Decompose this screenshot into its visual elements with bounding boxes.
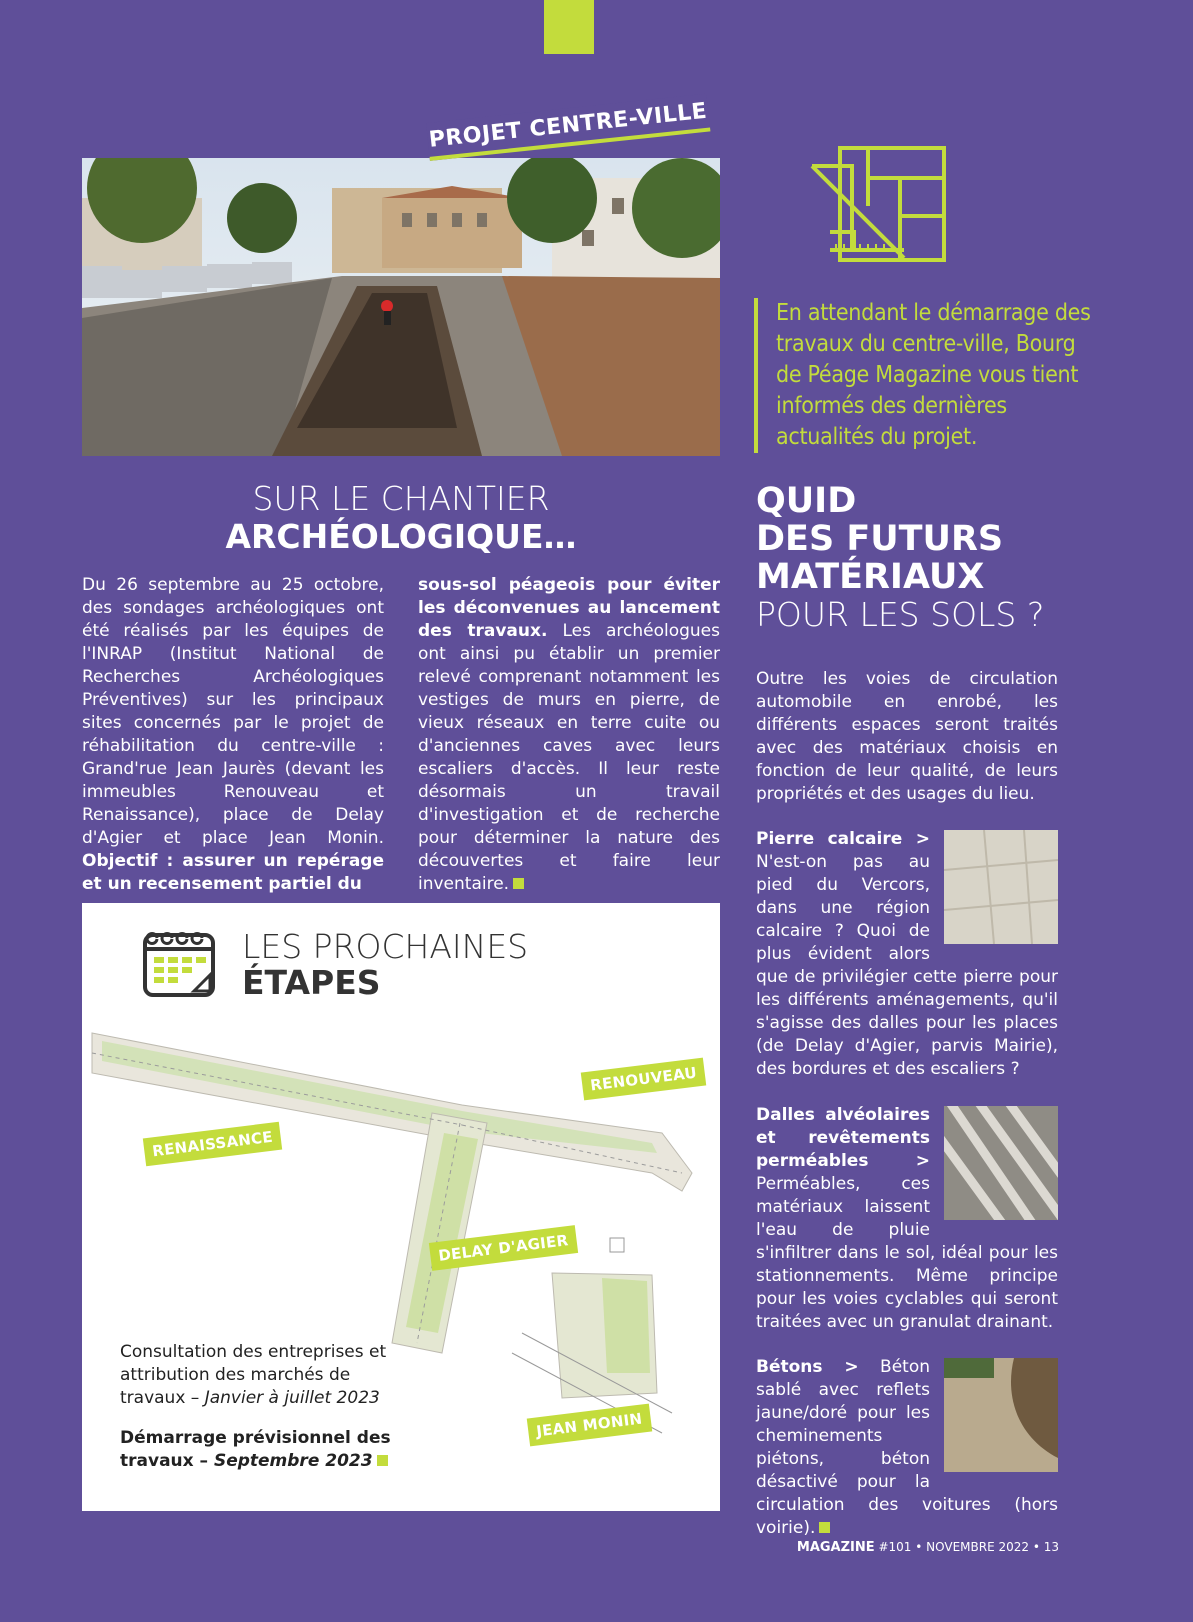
map-label-renaissance: RENAISSANCE [143, 1122, 283, 1167]
section-badge: PROJET CENTRE-VILLE [426, 94, 710, 161]
hero-photo-archaeological-dig [82, 158, 720, 456]
page-tab-marker [544, 0, 594, 54]
end-square-icon [513, 878, 524, 889]
end-square-icon [819, 1522, 830, 1533]
end-square-icon [377, 1455, 388, 1466]
archeo-column-2 [418, 574, 720, 896]
material-item: Dalles alvéolaires et revêtements perméables > Perméables, ces matériaux laissent l'eau de pluie s'infiltrer dans le sol, idéal pour les stationnements. Même principe pour les voies cyclables qui seront traitées avec un granulat drainant. [756, 1104, 1058, 1334]
next-steps-title: LES PROCHAINES ÉTAPES [242, 927, 529, 1002]
map-label-jean-monin: JEAN MONIN [527, 1404, 652, 1447]
material-item: Pierre calcaire > N'est-on pas au pied du Vercors, dans une région calcaire ? Quoi de plus évident alors que de privilégier cette pierre pour les différents aménagements, qu'il s'agisse des dalles pour les places (de Delay d'Agier, parvis Mairie), des bordures et des escaliers ? [756, 829, 1058, 1079]
materiaux-title: QUID DES FUTURS MATÉRIAUX POUR LES SOLS ? [756, 481, 1045, 634]
material-item: Bétons > Béton sablé avec reflets jaune/doré pour les cheminements piétons, béton désactivé pour la circulation des voitures (hors voirie). [756, 1357, 1058, 1538]
step-consultation: Consultation des entreprises et attribution des marchés de travaux – Janvier à juillet 2023 [120, 1342, 387, 1408]
archeo-col1-text: Du 26 septembre au 25 octobre, des sondages archéologiques ont été réalisés par les équipes de l'INRAP (Institut National de Recherches Archéologiques Préventives) sur les principaux sites concernés par le projet de réhabilitation du centre-ville : Grand'rue Jean Jaurès (devant les immeubles Renouveau et Renaissance), place de Delay d'Agier et place Jean Monin. [82, 575, 384, 848]
archeo-column-1 [82, 574, 384, 896]
intro-callout: En attendant le démarrage des travaux du centre-ville, Bourg de Péage Magazine vous tient informés des dernières actualités du projet. [754, 298, 1106, 453]
calendar-icon [142, 927, 216, 999]
archeo-objective: Objectif : assurer un repérage et un recensement partiel du [82, 851, 384, 894]
permeable-pavers-photo [944, 1106, 1058, 1220]
map-label-delay-dagier: DELAY D'AGIER [429, 1225, 578, 1271]
concrete-photo [944, 1358, 1058, 1472]
archeo-title: SUR LE CHANTIER ARCHÉOLOGIQUE… [225, 479, 577, 556]
blueprint-ruler-icon [810, 146, 948, 264]
limestone-photo [944, 830, 1058, 944]
page-footer: MAGAZINE #101 • NOVEMBRE 2022 • 13 [796, 1540, 1059, 1555]
step-demarrage: Démarrage prévisionnel des travaux – Septembre 2023 [120, 1428, 391, 1471]
archeo-col2-text: Les archéologues ont ainsi pu établir un premier relevé comprenant notamment les vestiges de murs en pierre, de vieux réseaux en terre cuite ou d'anciennes caves avec leurs escaliers d'accès. Il leur reste désormais un travail d'investigation et de recherche pour déterminer la nature des découvertes et faire leur inventaire. [418, 621, 720, 894]
map-label-renouveau: RENOUVEAU [581, 1058, 707, 1101]
next-steps-panel [82, 903, 720, 1511]
archeo-objective-cont: sous-sol péageois pour éviter les déconvenues au lancement des travaux. [418, 575, 720, 641]
materiaux-intro: Outre les voies de circulation automobile en enrobé, les différents espaces seront traités avec des matériaux choisis en fonction de leur qualité, de leurs propriétés et des usages du lieu. [756, 669, 1058, 804]
